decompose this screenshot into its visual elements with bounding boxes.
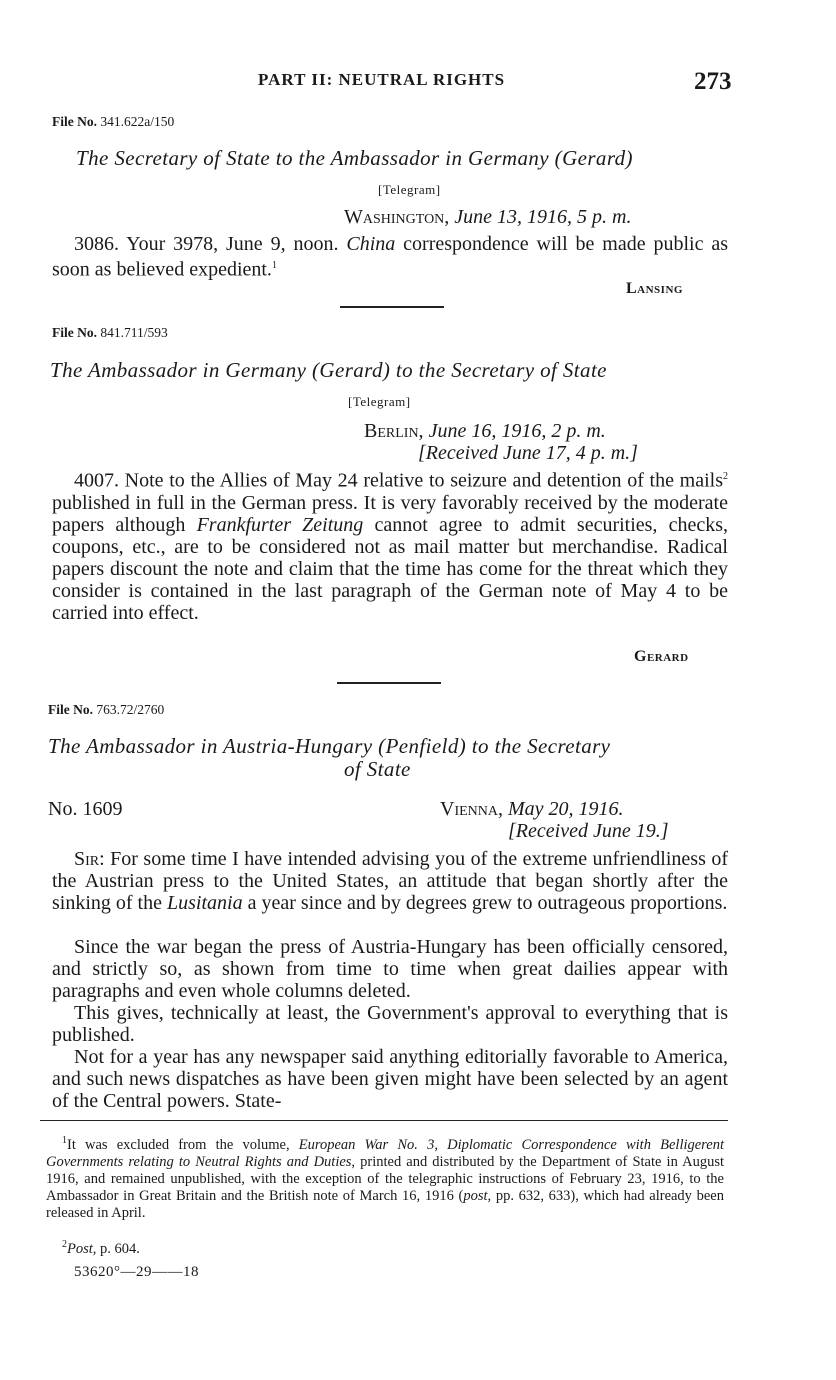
printer-signature-mark: 53620°—29——18 xyxy=(74,1264,199,1280)
running-head: PART II: NEUTRAL RIGHTS xyxy=(258,70,506,89)
despatch-paragraph-1: Sir: For some time I have intended advising you of the extreme unfriendliness of the Austrian press to the United States, an attitude that began shortly after the sinking of the Lusitania a year since and by degrees grew to outrageous proportions. xyxy=(52,848,728,914)
dateline-2: Berlin, June 16, 1916, 2 p. m. xyxy=(364,420,606,442)
signature-2: Gerard xyxy=(634,648,689,665)
document-heading-2: The Ambassador in Germany (Gerard) to the Secretary of State xyxy=(50,358,607,382)
footnote-2: $^2$Post, p. 604. xyxy=(62,1239,140,1257)
despatch-paragraph-2: Since the war began the press of Austria-Hungary has been officially censored, and strictly so, as shown from time to time when great dailies appear with paragraphs and even whole columns deleted. xyxy=(52,936,728,1002)
telegram-label-1: [Telegram] xyxy=(378,182,441,197)
footnote-1: $^1$It was excluded from the volume, European War No. 3, Diplomatic Correspondence with Belligerent Governments relating to Neutral Rights and Duties, printed and distributed by the Department of State in August 1916, and remained unpublished, with the exception of the telegraphic instructions of February 23, 1916, to the Ambassador in Great Britain and the British note of March 16, 1916 (post, pp. 632, 633), which had already been released in April. xyxy=(46,1135,725,1221)
despatch-paragraph-3: This gives, technically at least, the Government's approval to everything that is published. xyxy=(52,1002,728,1046)
dateline-3: Vienna, May 20, 1916. xyxy=(440,798,624,820)
file-number-1: File No. 341.622a/150 xyxy=(52,114,175,129)
file-number-3: File No. 763.72/2760 xyxy=(48,702,165,717)
telegram-body-1: 3086. Your 3978, June 9, noon. China correspondence will be made public as soon as believed expedient.$^1$ xyxy=(52,233,729,281)
document-heading-3-line2: of State xyxy=(344,757,411,781)
section-divider-1 xyxy=(340,306,444,308)
despatch-number: No. 1609 xyxy=(48,798,123,820)
document-heading-1: The Secretary of State to the Ambassador in Germany (Gerard) xyxy=(76,146,633,170)
received-line-2: [Received June 17, 4 p. m.] xyxy=(418,442,638,464)
telegram-body-2: 4007. Note to the Allies of May 24 relative to seizure and detention of the mails$^2$ published in full in the German press. It is very favorably received by the moderate papers although Frankfurter Zeitung cannot agree to admit securities, checks, coupons, etc., are to be considered not as mail matter but merchandise. Radical papers discount the note and claim that the time has come for the threat which they consider is contained in the last paragraph of the German note of May 4 to be carried into effect. xyxy=(52,469,729,624)
dateline-1: Washington, June 13, 1916, 5 p. m. xyxy=(344,206,632,228)
document-heading-3: The Ambassador in Austria-Hungary (Penfield) to the Secretary xyxy=(48,734,611,758)
telegram-label-2: [Telegram] xyxy=(348,394,411,409)
received-line-3: [Received June 19.] xyxy=(508,820,669,842)
file-number-2: File No. 841.711/593 xyxy=(52,325,168,340)
section-divider-2 xyxy=(337,682,441,684)
despatch-paragraph-4: Not for a year has any newspaper said anything editorially favorable to America, and such news dispatches as have been given might have been selected by an agent of the Central powers. State- xyxy=(52,1046,728,1112)
signature-1: Lansing xyxy=(626,280,683,297)
page-number: 273 xyxy=(694,68,732,95)
footnote-rule xyxy=(40,1120,728,1121)
